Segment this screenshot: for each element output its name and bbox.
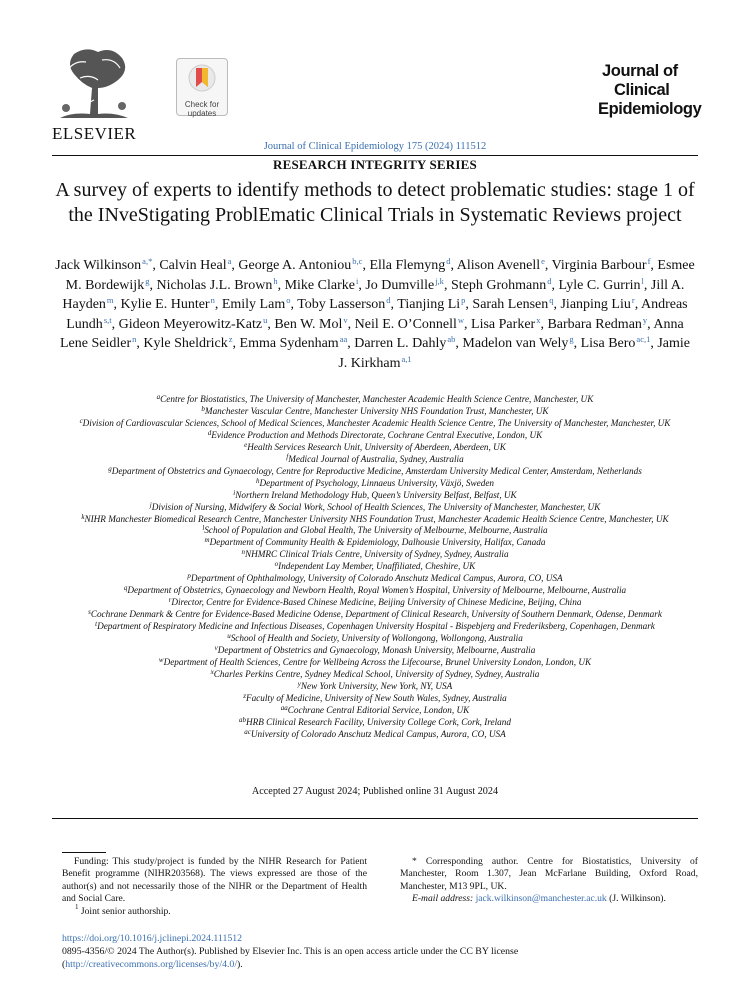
author-affiliation-mark[interactable]: z — [228, 334, 233, 344]
affiliation-text: Cochrane Central Editorial Service, London, UK — [287, 704, 470, 715]
affiliation — [20, 597, 730, 609]
author-name: Kyle Sheldrick — [143, 336, 228, 351]
affiliation — [20, 645, 730, 657]
author-name: Emma Sydenham — [239, 336, 339, 351]
affiliation-label: o — [274, 560, 279, 569]
header-divider — [52, 155, 698, 156]
affiliation — [20, 502, 730, 514]
author-affiliation-mark[interactable]: ac,1 — [636, 334, 651, 344]
article-title: A survey of experts to identify methods to detect problematic studies: stage 1 of the INveStigating ProblEmatic Clinical Trials in Systematic Reviews project — [55, 179, 695, 226]
author — [450, 275, 552, 293]
affiliation-text: Director, Centre for Evidence-Based Chinese Medicine, Beijing University of Chinese Medicine, Beijing, China — [171, 597, 582, 608]
affiliation-label: ac — [244, 727, 251, 736]
author — [471, 314, 541, 332]
affiliation-label: h — [256, 476, 260, 485]
affiliation-label: j — [149, 500, 152, 509]
author-name: Jill A. Hayden — [62, 277, 685, 312]
affiliation — [20, 466, 730, 478]
author-affiliation-mark[interactable]: a,* — [142, 256, 153, 266]
affiliation-text: Division of Nursing, Midwifery & Social Work, School of Health Sciences, The University of Manchester, Manchester, UK — [151, 501, 601, 512]
author — [462, 336, 573, 351]
affiliation — [20, 681, 730, 693]
author — [222, 297, 291, 312]
author — [240, 336, 348, 351]
journal-logo-line: Journal of — [602, 62, 678, 80]
affiliation-text: Health Services Research Unit, University of Aberdeen, Aberdeen, UK — [247, 441, 506, 452]
license-link[interactable]: http://creativecommons.org/licenses/by/4.0/ — [65, 958, 238, 970]
affiliation-label: ab — [239, 715, 247, 724]
copyright-text: 0895-4356/© 2024 The Author(s). Published by Elsevier Inc. This is an open access article under the CC BY license ( — [62, 946, 519, 970]
affiliation-text: HRB Clinical Research Facility, University College Cork, Cork, Ireland — [246, 716, 511, 727]
author-affiliation-mark[interactable]: h — [273, 275, 278, 286]
author-affiliation-mark[interactable]: v — [343, 314, 348, 325]
affiliation — [20, 537, 730, 549]
author-name: Gideon Meyerowitz-Katz — [118, 316, 263, 332]
elsevier-logo — [52, 44, 137, 143]
affiliation-label: n — [241, 548, 245, 557]
author-name: Jamie J. Kirkham — [338, 336, 690, 371]
author-affiliation-mark[interactable]: i — [355, 275, 359, 286]
affiliation — [20, 514, 730, 526]
author-name: Ella Flemyng — [369, 258, 446, 273]
author-affiliation-mark[interactable]: d — [446, 256, 451, 266]
author — [354, 314, 465, 332]
affiliation-text: University of Colorado Anschutz Medical Campus, Aurora, CO, USA — [250, 728, 506, 739]
affiliation-text: Evidence Production and Methods Directorate, Cochrane Central Executive, London, UK — [211, 429, 543, 440]
affiliation-label: g — [108, 464, 112, 473]
affiliation-label: y — [297, 679, 301, 688]
affiliation-text: School of Health and Society, University of Wollongong, Wollongong, Australia — [230, 633, 523, 644]
author-affiliation-mark[interactable]: d — [386, 295, 391, 305]
author-affiliation-mark[interactable]: e — [541, 256, 545, 266]
doi-link[interactable]: https://doi.org/10.1016/j.jclinepi.2024.111512 — [62, 933, 243, 944]
author-name: George A. Antoniou — [238, 258, 352, 273]
affiliation-label: q — [123, 584, 128, 593]
affiliation-text: Division of Cardiovascular Sciences, School of Medical Sciences, Manchester Academic Health Science Centre, The University of Manchester, Manchester, UK — [82, 417, 671, 428]
author — [156, 275, 278, 293]
content-divider — [52, 818, 698, 819]
author-name: Sarah Lensen — [472, 297, 549, 312]
accepted-date: Accepted 27 August 2024; Published online 31 August 2024 — [251, 786, 499, 797]
affiliation-list — [20, 394, 730, 741]
affiliation — [20, 729, 730, 741]
author-name: Steph Grohmann — [450, 277, 547, 293]
author — [118, 314, 268, 332]
affiliation — [20, 705, 730, 717]
affiliation-label: x — [210, 667, 214, 676]
affiliation-text: Cochrane Denmark & Centre for Evidence-Based Medicine Odense, Department of Clinical Research, University of Southern Denmark, Odense, Denmark — [90, 609, 662, 620]
author-list: Jack Wilkinson$^{a,*}$, Calvin Heal$^a$, George A. Antoniou$^{b,c}$, Ella Flemyng$^d$, Alison Avenell$^e$, Virginia Barbour$^f$, Esmee M. Bordewijk$^g$, Nicholas J.L. Brown$^h$, Mike Clarke$^i$, Jo Dumville$^{j,k}$, Steph Grohmann$^d$, Lyle C. Gurrin$^l$, Jill A. Hayden$^m$, Kylie E. Hunter$^n$, Emily Lam$^o$, Toby Lasserson$^d$, Tianjing Li$^p$, Sarah Lensen$^q$, Jianping Liu$^r$, Andreas Lundh$^{s,t}$, Gideon Meyerowitz-Katz$^u$, Ben W. Mol$^v$, Neil E. O’Connell$^w$, Lisa Parker$^x$, Barbara Redman$^y$, Anna Lene Seidler$^n$, Kyle Sheldrick$^z$, Emma Sydenham$^{aa}$, Darren L. Dahly$^{ab}$, Madelon van Wely$^g$, Lisa Bero$^{ac,1}$, Jamie J. Kirkham$^{a,1}$ — [55, 256, 695, 371]
affiliation-label: b — [201, 404, 205, 413]
affiliation — [20, 430, 730, 442]
author — [560, 297, 634, 312]
author-name: Lisa Parker — [471, 316, 536, 332]
affiliation — [20, 478, 730, 490]
author — [274, 314, 348, 332]
author-name: Darren L. Dahly — [354, 336, 447, 351]
affiliation-label: w — [158, 655, 164, 664]
affiliation-text: Centre for Biostatistics, The University of Manchester, Manchester Academic Health Science Centre, Manchester, UK — [160, 394, 594, 404]
author-affiliation-mark[interactable]: o — [286, 295, 291, 305]
affiliation-text: Northern Ireland Methodology Hub, Queen’s University Belfast, Belfast, UK — [235, 489, 517, 500]
affiliation-text: Independent Lay Member, Unaffiliated, Cheshire, UK — [278, 561, 476, 572]
publisher-name: ELSEVIER — [52, 124, 137, 143]
author-affiliation-mark[interactable]: f — [647, 256, 651, 266]
affiliation-text: Department of Obstetrics and Gynaecology, Centre for Reproductive Medicine, Amsterdam University Medical Center, Amsterdam, Netherlands — [111, 465, 642, 476]
footnote-rule — [62, 852, 106, 853]
author-name: Anna Lene Seidler — [59, 316, 684, 351]
author-name: Calvin Heal — [159, 258, 227, 273]
footnotes-right — [400, 856, 698, 906]
author — [457, 258, 545, 273]
author — [284, 275, 359, 293]
affiliation-text: Faculty of Medicine, University of New South Wales, Sydney, Australia — [245, 692, 507, 703]
series-label: RESEARCH INTEGRITY SERIES — [273, 157, 477, 172]
affiliation-text: School of Population and Global Health, The University of Melbourne, Melbourne, Australia — [204, 525, 548, 536]
email-suffix: (J. Wilkinson). — [609, 893, 666, 905]
joint-authorship-text: Joint senior authorship. — [80, 905, 171, 917]
author — [238, 258, 362, 273]
author-name: Emily Lam — [221, 297, 286, 312]
author — [354, 336, 455, 351]
journal-reference-link[interactable]: Journal of Clinical Epidemiology 175 (2024) 111512 — [263, 141, 487, 152]
author-name: Andreas Lundh — [66, 297, 688, 332]
affiliation-text: Manchester Vascular Centre, Manchester University NHS Foundation Trust, Manchester, UK — [204, 405, 549, 416]
bookmark-icon — [187, 63, 217, 93]
affiliation-text: Department of Respiratory Medicine and Infectious Diseases, Copenhagen University Hospital - Bispebjerg and Frederiksberg, Copenhagen, Denmark — [97, 621, 655, 632]
affiliation-label: a — [156, 393, 161, 401]
author-name: Kylie E. Hunter — [120, 297, 210, 312]
affiliation — [20, 657, 730, 669]
affiliation-text: New York University, New York, NY, USA — [300, 680, 453, 691]
affiliation-label: m — [204, 536, 210, 545]
affiliation-label: f — [286, 452, 289, 461]
author-name: Tianjing Li — [397, 297, 461, 312]
author — [365, 275, 444, 293]
affiliation — [20, 525, 730, 537]
author-affiliation-mark[interactable]: ab — [447, 334, 456, 344]
copyright-notice — [62, 946, 698, 971]
affiliation — [20, 585, 730, 597]
affiliation-text: Department of Obstetrics and Gynaecology, Monash University, Melbourne, Australia — [217, 645, 536, 656]
email-line — [400, 893, 698, 905]
funding-note: Funding: This study/project is funded by the NIHR Research for Patient Benefit programme (NIHR203568). The views expressed are those of the author(s) and not necessarily those of the NIHR or the Department of Health and Social Care. — [62, 856, 367, 905]
author-name: Ben W. Mol — [274, 316, 343, 332]
affiliation-label: u — [227, 632, 231, 641]
affiliation-label: l — [202, 524, 205, 533]
author-affiliation-mark[interactable]: s,t — [103, 314, 112, 325]
affiliation — [20, 693, 730, 705]
author-affiliation-mark[interactable]: g — [145, 275, 150, 286]
author-name: Neil E. O’Connell — [354, 316, 457, 332]
affiliation — [20, 442, 730, 454]
affiliation — [20, 490, 730, 502]
author-affiliation-mark[interactable]: y — [642, 314, 648, 325]
author-affiliation-mark[interactable]: q — [549, 295, 554, 305]
author-name: Lisa Bero — [580, 336, 636, 351]
author-affiliation-mark[interactable]: aa — [339, 334, 348, 344]
affiliation — [20, 561, 730, 573]
author — [547, 314, 648, 332]
author — [143, 336, 232, 351]
author-name: Barbara Redman — [547, 316, 642, 332]
author-affiliation-mark[interactable]: d — [547, 275, 552, 286]
elsevier-tree-icon — [52, 44, 136, 124]
joint-authorship-note — [62, 902, 367, 918]
author-affiliation-mark[interactable]: g — [569, 334, 574, 344]
affiliation-label: aa — [280, 703, 288, 712]
affiliation-text: NHMRC Clinical Trials Centre, University of Sydney, Sydney, Australia — [244, 549, 509, 560]
affiliation — [20, 621, 730, 633]
affiliation-text: Department of Community Health & Epidemiology, Dalhousie University, Halifax, Canada — [209, 537, 546, 548]
affiliation-label: v — [214, 644, 218, 653]
affiliation-text: Department of Health Sciences, Centre for Wellbeing Across the Lifecourse, Brunel University London, London, UK — [163, 656, 592, 667]
affiliation-label: p — [187, 572, 191, 581]
author-name: Alison Avenell — [456, 258, 541, 273]
affiliation — [20, 717, 730, 729]
author-affiliation-mark[interactable]: m — [106, 295, 114, 305]
check-for-updates-label: Check for updates — [184, 100, 220, 118]
affiliation-label: s — [88, 608, 91, 617]
affiliation-label: r — [168, 596, 172, 605]
author — [397, 297, 465, 312]
affiliation — [20, 454, 730, 466]
author-affiliation-mark[interactable]: u — [263, 314, 268, 325]
check-for-updates-button[interactable] — [176, 58, 228, 116]
affiliation — [20, 418, 730, 430]
affiliation-label: i — [233, 488, 236, 497]
author — [55, 258, 152, 273]
affiliation — [20, 669, 730, 681]
footnotes-left — [62, 856, 367, 918]
journal-logo — [598, 62, 702, 119]
journal-logo-line: Clinical — [614, 81, 670, 99]
corresponding-author-note: * Corresponding author. Centre for Biostatistics, University of Manchester, Room 1.307, Jean McFarlane Building, Oxford Road, Manchester, M13 9PL, UK. — [400, 856, 698, 892]
author-name: Mike Clarke — [284, 277, 355, 293]
affiliation-label: z — [243, 691, 246, 700]
affiliation — [20, 394, 730, 406]
author-affiliation-mark[interactable]: a,1 — [401, 353, 412, 364]
author-affiliation-mark[interactable]: j,k — [435, 275, 444, 286]
email-label: E-mail address: — [412, 893, 474, 905]
author-affiliation-mark[interactable]: n — [210, 295, 215, 305]
author-name: Jo Dumville — [365, 277, 435, 293]
email-link[interactable]: jack.wilkinson@manchester.ac.uk — [475, 893, 607, 905]
author-affiliation-mark[interactable]: a — [227, 256, 232, 266]
author-affiliation-mark[interactable]: r — [631, 295, 635, 305]
affiliation-label: t — [95, 620, 98, 629]
author-name: Jianping Liu — [560, 297, 631, 312]
author — [581, 336, 651, 351]
author-affiliation-mark[interactable]: b,c — [352, 256, 363, 266]
author — [558, 275, 644, 293]
footnote-mark: 1 — [75, 902, 79, 911]
author — [121, 297, 215, 312]
author-affiliation-mark[interactable]: l — [641, 275, 644, 286]
affiliation-label: d — [207, 428, 212, 437]
affiliation — [20, 633, 730, 645]
affiliation-text: Department of Ophthalmology, University of Colorado Anschutz Medical Campus, Aurora, CO, USA — [190, 573, 563, 584]
author — [297, 297, 390, 312]
author-name: Jack Wilkinson — [55, 258, 142, 273]
affiliation — [20, 549, 730, 561]
author-name: Toby Lasserson — [297, 297, 386, 312]
affiliation — [20, 406, 730, 418]
author-affiliation-mark[interactable]: w — [457, 314, 465, 325]
author-name: Madelon van Wely — [462, 336, 569, 351]
affiliation-label: e — [244, 440, 248, 449]
author-affiliation-mark[interactable]: x — [536, 314, 541, 325]
copyright-end: ). — [237, 958, 243, 970]
affiliation-label: c — [79, 416, 83, 425]
author — [369, 258, 450, 273]
affiliation-text: Charles Perkins Centre, Sydney Medical School, University of Sydney, Sydney, Australia — [213, 668, 540, 679]
affiliation-text: Medical Journal of Australia, Sydney, Australia — [288, 453, 464, 464]
author-name: Esmee M. Bordewijk — [65, 258, 695, 293]
author — [472, 297, 553, 312]
affiliation-text: Department of Psychology, Linnaeus University, Växjö, Sweden — [259, 477, 494, 488]
author-name: Lyle C. Gurrin — [558, 277, 641, 293]
author-name: Nicholas J.L. Brown — [156, 277, 273, 293]
affiliation-label: k — [81, 512, 85, 521]
author — [159, 258, 231, 273]
affiliation-text: Department of Obstetrics, Gynaecology and Newborn Health, Royal Women’s Hospital, University of Melbourne, Melbourne, Australia — [127, 585, 627, 596]
author-affiliation-mark[interactable]: p — [461, 295, 466, 305]
affiliation — [20, 609, 730, 621]
journal-logo-line: Epidemiology — [598, 100, 702, 118]
author — [552, 258, 651, 273]
author-name: Virginia Barbour — [551, 258, 647, 273]
author-affiliation-mark[interactable]: n — [132, 334, 137, 344]
affiliation-text: NIHR Manchester Biomedical Research Centre, Manchester University NHS Foundation Trust, Manchester Academic Health Science Centre, Manchester, UK — [84, 513, 669, 524]
